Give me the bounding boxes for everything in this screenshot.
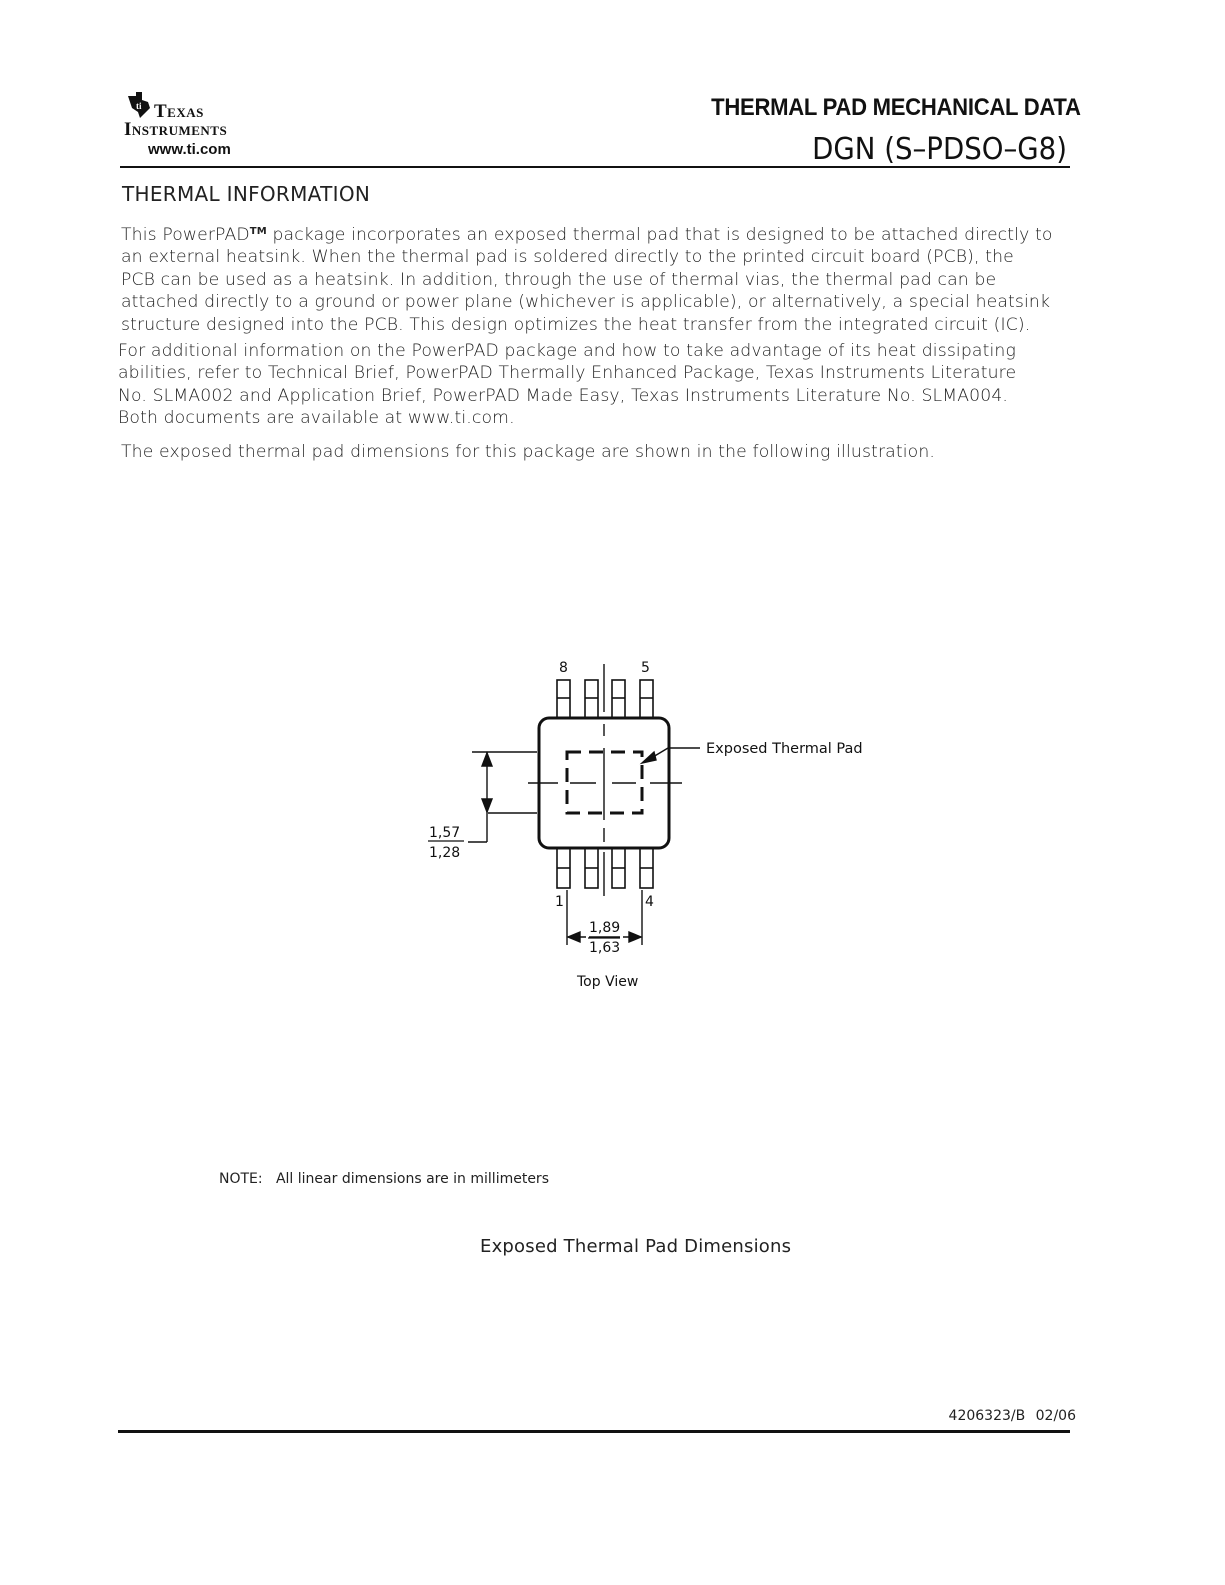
dim-horizontal-max: 1,89 bbox=[589, 920, 621, 936]
paragraph-line: abilities, refer to Technical Brief, PowerPAD Thermally Enhanced Package, Texas Instruments Literature bbox=[118, 363, 1017, 384]
svg-text:ti: ti bbox=[136, 101, 142, 111]
logo-url: www.ti.com bbox=[148, 141, 231, 158]
text-span: package incorporates an exposed thermal pad that is designed to be attached directly to bbox=[266, 225, 1053, 245]
paragraph-line: No. SLMA002 and Application Brief, PowerPAD Made Easy, Texas Instruments Literature No. SLMA004. bbox=[118, 385, 1009, 406]
pin-label-1: 1 bbox=[555, 894, 564, 910]
dim-horizontal-min: 1,63 bbox=[589, 940, 621, 956]
pin-label-5: 5 bbox=[641, 660, 650, 676]
dim-vertical-max: 1,57 bbox=[429, 825, 461, 841]
logo-instruments: Instruments bbox=[124, 119, 228, 140]
paragraph-line: Both documents are available at www.ti.com. bbox=[118, 408, 515, 429]
paragraph-line: The exposed thermal pad dimensions for this package are shown in the following illustration. bbox=[121, 442, 935, 462]
footer-rule bbox=[118, 1430, 1070, 1433]
view-label: Top View bbox=[577, 974, 639, 990]
logo-texas: Texas bbox=[154, 101, 204, 122]
pin-top bbox=[612, 680, 625, 718]
paragraph-line: structure designed into the PCB. This design optimizes the heat transfer from the integrated circuit (IC). bbox=[121, 314, 1031, 335]
pin-label-8: 8 bbox=[559, 660, 568, 676]
pin-label-4: 4 bbox=[645, 894, 654, 910]
pin-top bbox=[640, 680, 653, 718]
figure-caption: Exposed Thermal Pad Dimensions bbox=[480, 1236, 792, 1257]
dim-vertical-min: 1,28 bbox=[429, 845, 461, 861]
units-note: NOTE: All linear dimensions are in millimeters bbox=[219, 1171, 549, 1187]
paragraph-line: PCB can be used as a heatsink. In addition, through the use of thermal vias, the thermal pad can be bbox=[121, 269, 997, 290]
pin-top bbox=[585, 680, 598, 718]
page-title: THERMAL PAD MECHANICAL DATA bbox=[711, 94, 1081, 121]
paragraph-line: an external heatsink. When the thermal pad is soldered directly to the printed circuit board (PCB), the bbox=[121, 247, 1014, 268]
package-designator: DGN (S–PDSO–G8) bbox=[812, 132, 1067, 167]
pad-callout-label: Exposed Thermal Pad bbox=[706, 741, 863, 757]
paragraph-line: For additional information on the PowerPAD package and how to take advantage of its heat dissipating bbox=[118, 341, 1016, 361]
text-span: This PowerPAD bbox=[121, 225, 250, 245]
trademark-mark: TM bbox=[249, 226, 267, 237]
document-number: 4206323/B 02/06 bbox=[948, 1408, 1076, 1424]
paragraph-line: attached directly to a ground or power plane (whichever is applicable), or alternatively, a special heatsink bbox=[121, 292, 1051, 313]
section-title: THERMAL INFORMATION bbox=[122, 182, 371, 206]
pin-top bbox=[557, 680, 570, 718]
